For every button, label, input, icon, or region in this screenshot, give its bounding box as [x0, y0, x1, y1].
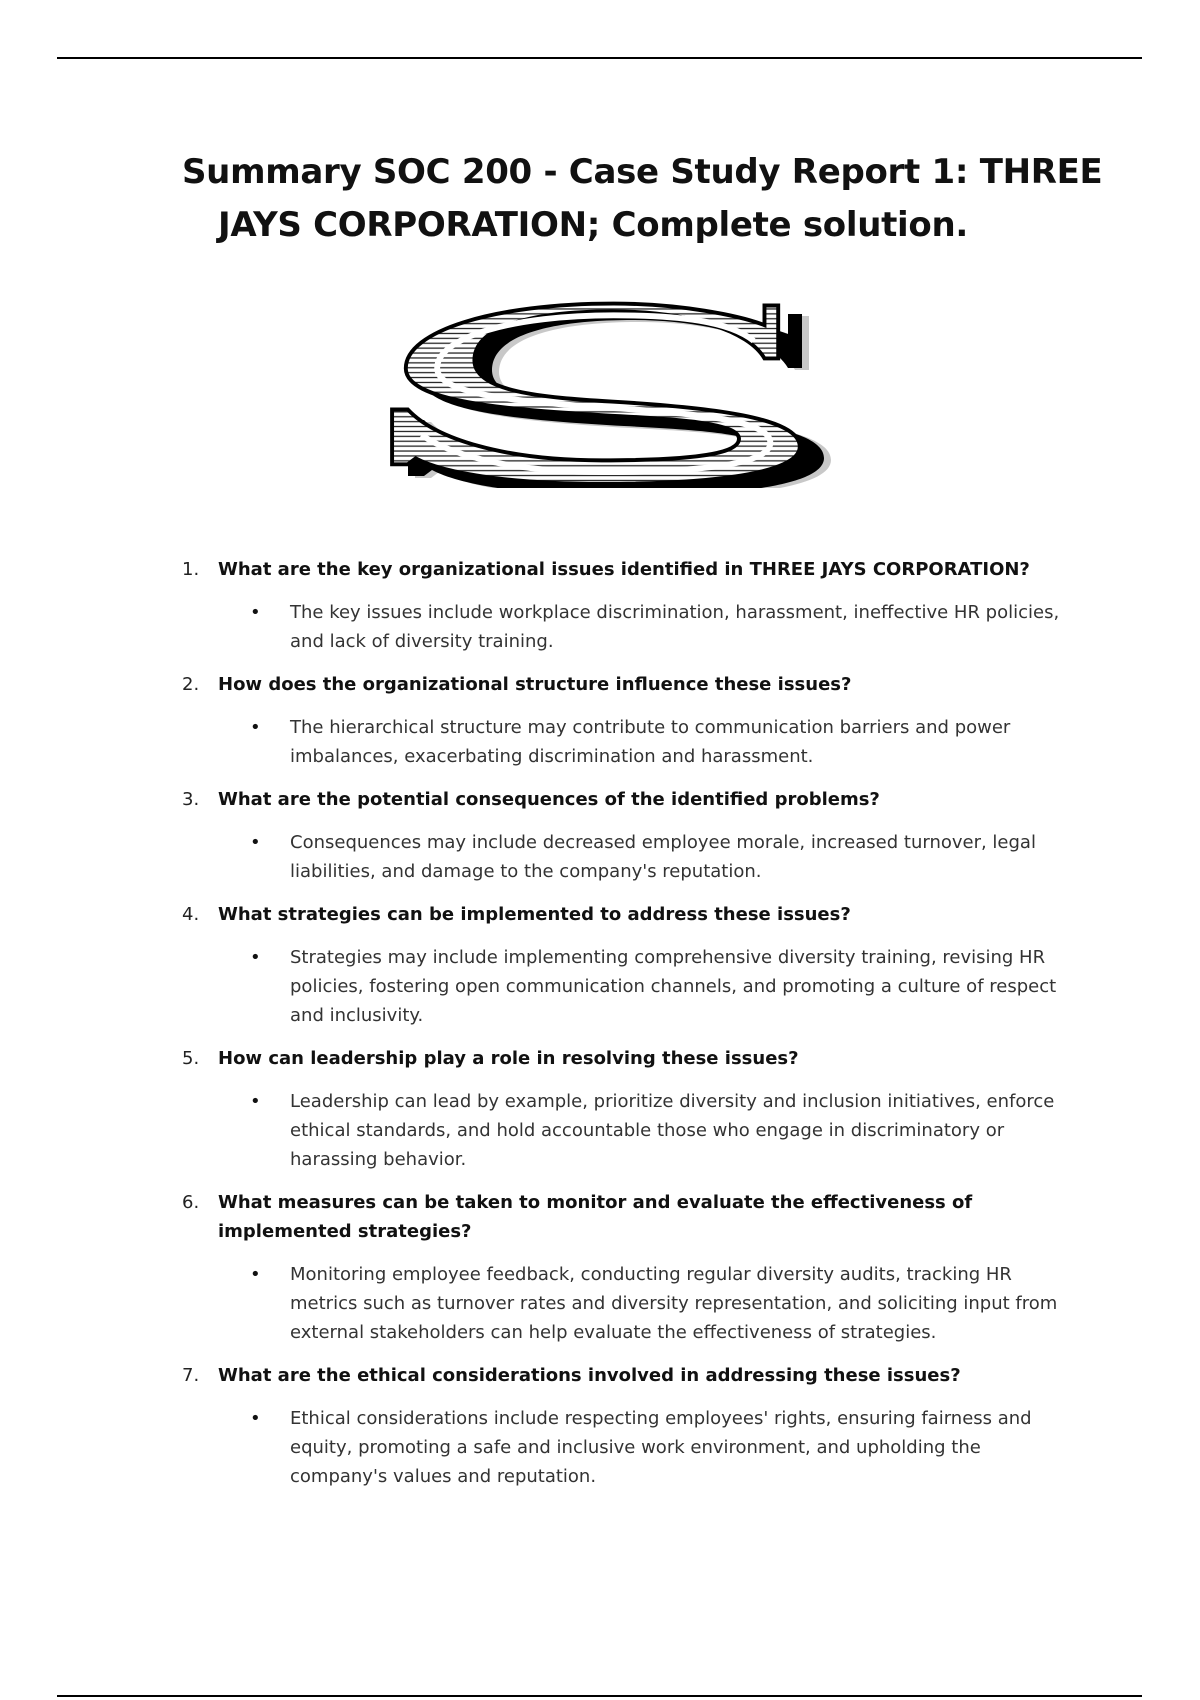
question-text: What are the ethical considerations involved in addressing these issues? — [218, 1365, 961, 1386]
answer-text — [218, 598, 1062, 656]
answer-text — [218, 1087, 1062, 1174]
document-title: Summary SOC 200 - Case Study Report 1: THREE JAYS CORPORATION; Complete solution. — [182, 152, 1103, 245]
list-item — [182, 670, 1062, 771]
item-number: 7. — [182, 1365, 200, 1386]
answer-body: Strategies may include implementing comprehensive diversity training, revising HR policies, fostering open communication channels, and promoting a culture of respect and inclusivity. — [290, 947, 1057, 1026]
question-text: What measures can be taken to monitor and evaluate the effectiveness of implemented strategies? — [218, 1192, 973, 1242]
question-text: What strategies can be implemented to address these issues? — [218, 904, 851, 925]
list-item — [182, 1188, 1062, 1347]
bullet-icon: • — [250, 947, 261, 968]
list-item — [182, 1044, 1062, 1174]
question-text: What are the potential consequences of the identified problems? — [218, 789, 880, 810]
item-number: 1. — [182, 559, 200, 580]
question-text: How does the organizational structure influence these issues? — [218, 674, 852, 695]
answer-body: The hierarchical structure may contribute to communication barriers and power imbalances, exacerbating discrimination and harassment. — [290, 717, 1011, 767]
bullet-icon: • — [250, 1408, 261, 1429]
question-text: What are the key organizational issues identified in THREE JAYS CORPORATION? — [218, 559, 1030, 580]
item-number: 6. — [182, 1192, 200, 1213]
item-number: 3. — [182, 789, 200, 810]
bullet-icon: • — [250, 1091, 261, 1112]
item-number: 2. — [182, 674, 200, 695]
answer-text — [218, 1260, 1062, 1347]
top-rule — [57, 57, 1142, 59]
bullet-icon: • — [250, 717, 261, 738]
list-item — [182, 900, 1062, 1030]
answer-body: Ethical considerations include respecting employees' rights, ensuring fairness and equity, promoting a safe and inclusive work environment, and upholding the company's values and reputation. — [290, 1408, 1032, 1487]
letter-s-logo-icon — [355, 288, 840, 488]
answer-text — [218, 943, 1062, 1030]
answer-body: Monitoring employee feedback, conducting regular diversity audits, tracking HR metrics such as turnover rates and diversity representation, and soliciting input from external stakeholders can help evaluate the effectiveness of strategies. — [290, 1264, 1058, 1343]
answer-body: The key issues include workplace discrimination, harassment, ineffective HR policies, and lack of diversity training. — [290, 602, 1060, 652]
bullet-icon: • — [250, 832, 261, 853]
list-item — [182, 555, 1062, 656]
item-number: 4. — [182, 904, 200, 925]
answer-text — [218, 828, 1062, 886]
list-item — [182, 785, 1062, 886]
answer-text — [218, 713, 1062, 771]
bullet-icon: • — [250, 1264, 261, 1285]
bullet-icon: • — [250, 602, 261, 623]
bottom-rule — [57, 1695, 1142, 1697]
item-number: 5. — [182, 1048, 200, 1069]
question-text: How can leadership play a role in resolving these issues? — [218, 1048, 799, 1069]
answer-body: Consequences may include decreased employee morale, increased turnover, legal liabilities, and damage to the company's reputation. — [290, 832, 1036, 882]
list-item — [182, 1361, 1062, 1491]
answer-text — [218, 1404, 1062, 1491]
answer-body: Leadership can lead by example, prioritize diversity and inclusion initiatives, enforce ethical standards, and hold accountable those who engage in discriminatory or harassing behavior. — [290, 1091, 1055, 1170]
qa-list — [182, 555, 1062, 1505]
